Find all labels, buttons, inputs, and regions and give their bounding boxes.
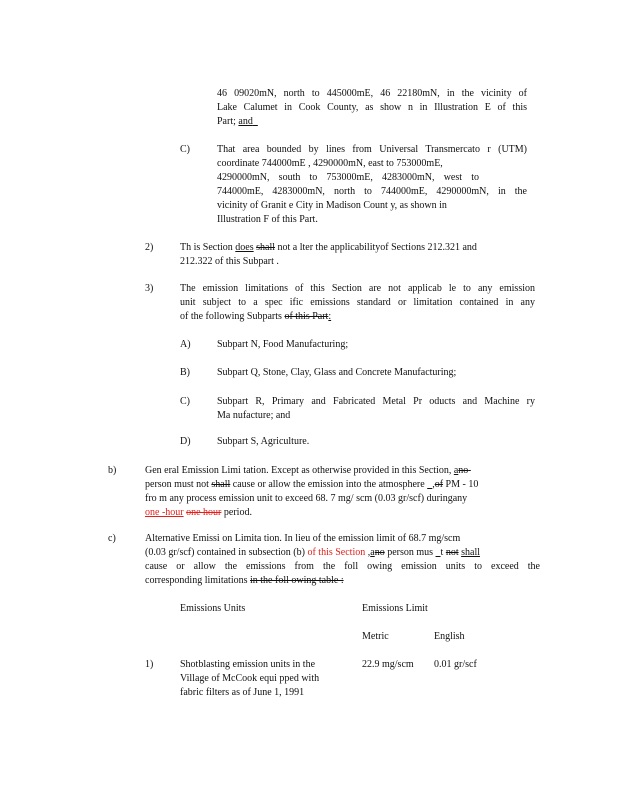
text-fragment: cause or allow the emission into the atmosphere xyxy=(230,479,428,490)
inserted-text: a xyxy=(370,547,375,558)
text-line xyxy=(217,115,527,129)
item-b-text xyxy=(145,464,535,520)
text-line: Lake Calumet in Cook County, as show n in Illustration E of this xyxy=(217,102,527,113)
item-2-label: 2) xyxy=(145,242,154,253)
text-line: 46 09020mN, north to 445000mE, 46 22180mN, in the vicinity of xyxy=(217,88,527,99)
text-line: fabric filters as of June 1, 1991 xyxy=(180,687,305,698)
inserted-text: and xyxy=(238,116,253,127)
inserted-text: shall xyxy=(461,547,480,558)
subpart-a-text: Subpart N, Food Manufacturing; xyxy=(217,339,349,350)
deleted-text: no xyxy=(374,547,385,558)
text-fragment: not a lter the applicabilityof Sections 212.321 and xyxy=(275,242,477,253)
item-b-continuation xyxy=(217,87,527,129)
text-line: 212.322 of this Subpart . xyxy=(180,256,279,267)
inserted-text: : xyxy=(328,311,332,322)
table-row-unit xyxy=(180,658,345,700)
item-3-text xyxy=(180,282,535,324)
item-c-alt-text xyxy=(145,532,540,588)
table-row-metric-value: 22.9 mg/scm xyxy=(362,659,414,670)
text-line: 4290000mN, south to 753000mE, 4283000mN, west to xyxy=(217,172,479,183)
inserted-text: one -hour xyxy=(145,507,184,518)
text-line xyxy=(145,478,535,492)
text-line: Shotblasting emission units in the xyxy=(180,659,316,670)
text-fragment: , xyxy=(432,479,435,490)
subpart-d-text: Subpart S, Agriculture. xyxy=(217,436,310,447)
text-fragment: Gen eral Emission Limi tation. Except as otherwise provided in this Section, xyxy=(145,465,454,476)
item-3-label: 3) xyxy=(145,283,154,294)
deleted-text: of this Part xyxy=(284,311,329,322)
deleted-text xyxy=(468,465,471,476)
text-fragment: period. xyxy=(223,507,252,518)
table-subheader-english: English xyxy=(434,631,465,642)
text-line: fro m any process emission unit to exceed 68. 7 mg/ scm (0.03 gr/scf) duringany xyxy=(145,493,468,504)
deleted-text: in the foll owing table : xyxy=(250,575,344,586)
text-fragment: corresponding limitations xyxy=(145,575,250,586)
text-fragment: person must not xyxy=(145,479,212,490)
item-b-label: b) xyxy=(108,465,117,476)
text-line xyxy=(145,574,540,588)
text-line xyxy=(180,310,535,324)
text-line xyxy=(180,241,530,255)
subpart-c-text xyxy=(217,395,535,423)
text-fragment: , xyxy=(365,547,371,558)
item-c-label: C) xyxy=(180,144,190,155)
subpart-b-label: B) xyxy=(180,367,190,378)
text-line: 744000mE, 4283000mN, north to 744000mE, 4290000mN, in the xyxy=(217,186,527,197)
subpart-a-label: A) xyxy=(180,339,191,350)
table-header-limit: Emissions Limit xyxy=(362,603,428,614)
text-line xyxy=(145,464,535,478)
text-fragment: t xyxy=(440,547,444,558)
text-line xyxy=(145,546,540,560)
item-c-alt-label: c) xyxy=(108,533,116,544)
text-line: The emission limitations of this Section are not applicab le to any emission xyxy=(180,283,535,294)
inserted-text: a xyxy=(453,465,459,476)
deleted-text: shall xyxy=(211,479,231,490)
text-line: Ma nufacture; and xyxy=(217,410,291,421)
subpart-d-label: D) xyxy=(180,436,191,447)
text-fragment: Part; xyxy=(217,116,236,127)
text-fragment: Th is Section xyxy=(180,242,236,253)
text-line: That area bounded by lines from Universal Transmercato r (UTM) xyxy=(217,144,527,155)
text-line xyxy=(145,506,535,520)
subpart-b-text: Subpart Q, Stone, Clay, Glass and Concrete Manufacturing; xyxy=(217,367,457,378)
inserted-text: of this Section xyxy=(307,547,366,558)
text-fragment: PM - 10 xyxy=(443,479,479,490)
table-row-label: 1) xyxy=(145,659,154,670)
table-header-units: Emissions Units xyxy=(180,603,246,614)
text-fragment: person mus xyxy=(387,547,436,558)
deleted-text: of xyxy=(434,479,444,490)
deleted-text: one hour xyxy=(186,507,222,518)
item-c-text xyxy=(217,143,527,227)
underline-space xyxy=(253,116,258,127)
text-line: vicinity of Granit e City in Madison Count y, as shown in xyxy=(217,200,447,211)
text-line: Alternative Emissi on Limita tion. In lieu of the emission limit of 68.7 mg/scm xyxy=(145,533,461,544)
text-line: unit subject to a spec ific emissions standard or limitation contained in any xyxy=(180,297,535,308)
inserted-text: does xyxy=(235,242,254,253)
deleted-text: no xyxy=(458,465,469,476)
text-fragment: of the following Subparts xyxy=(180,311,285,322)
text-line: coordinate 744000mE , 4290000mN, east to 753000mE, xyxy=(217,158,443,169)
text-line: Illustration F of this Part. xyxy=(217,214,318,225)
deleted-text: shall xyxy=(256,242,276,253)
text-line: Subpart R, Primary and Fabricated Metal Pr oducts and Machine ry xyxy=(217,396,535,407)
deleted-text: not xyxy=(445,547,459,558)
subpart-c-label: C) xyxy=(180,396,190,407)
text-line: cause or allow the emissions from the foll owing emission units to exceed the xyxy=(145,561,540,572)
table-subheader-metric: Metric xyxy=(362,631,389,642)
text-line: Village of McCook equi pped with xyxy=(180,673,320,684)
item-2-text xyxy=(180,241,530,269)
table-row-english-value: 0.01 gr/scf xyxy=(434,659,477,670)
text-fragment: (0.03 gr/scf) contained in subsection (b) xyxy=(145,547,308,558)
